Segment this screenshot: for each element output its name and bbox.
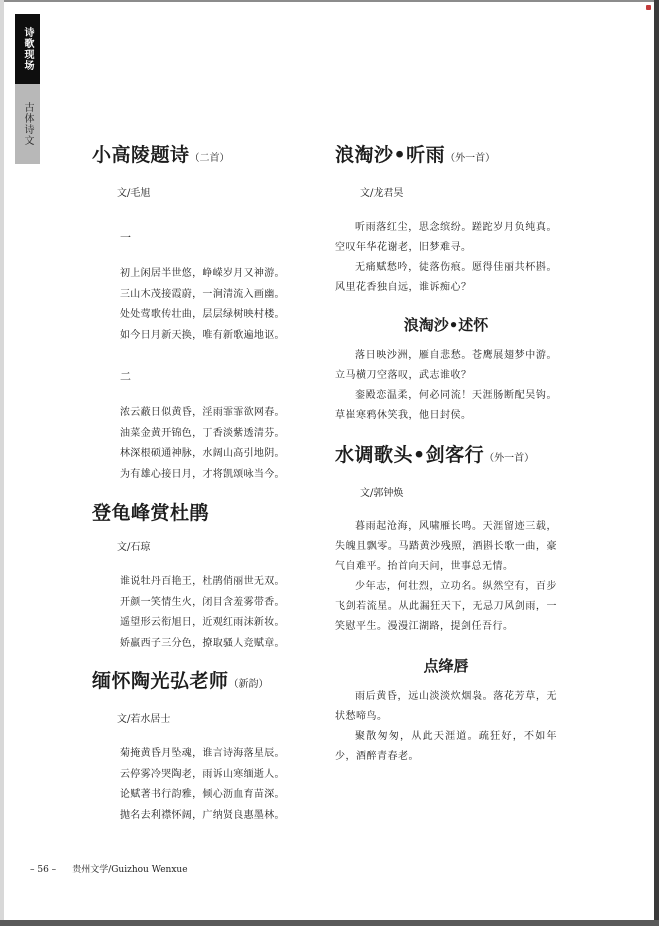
poem-title-note: （二首） <box>189 153 230 164</box>
poem-jianke <box>335 440 557 767</box>
poem-tingyu <box>335 140 557 426</box>
verse-line: 林深根硕通神脉，水阔山高引地阴。 <box>120 448 285 459</box>
poem-title-note: （新韵） <box>228 679 269 690</box>
poem-title-note: （外一首） <box>445 153 496 164</box>
poem-title: 登龟峰赏杜鹃 <box>92 502 210 524</box>
section-tab: 诗歌现场 <box>15 14 40 84</box>
verse-line: 论赋著书行韵雅，倾心沥血育苗深。 <box>120 789 285 800</box>
page-frame-bottom <box>0 920 659 926</box>
poem-byline: 文/石琼 <box>117 542 151 553</box>
verse-line: 谁说牡丹百艳王，杜鹃俏丽世无双。 <box>120 576 285 587</box>
verse-block <box>92 264 314 346</box>
verse-line: 为有雄心接日月，才将凯颂咏当今。 <box>120 468 285 480</box>
verse-block <box>92 403 314 485</box>
poem-title-text: 浪淘沙•听雨 <box>335 144 446 166</box>
verse-line: 初上闲居半世悠，峥嵘岁月又神游。 <box>120 268 285 279</box>
poem-taoguanghong <box>92 666 314 826</box>
corner-marker <box>646 5 651 10</box>
poem-title <box>92 140 314 174</box>
poem-paragraph: 听雨落红尘，思念缤纷。蹉跎岁月负纯真。空叹年华花谢老，旧梦难寻。 <box>335 222 557 253</box>
verse-line: 油菜金黄开锦色，丁香淡紫透清芬。 <box>120 427 285 439</box>
verse-line: 如今日月新天换，唯有新歌遍地讴。 <box>120 329 285 341</box>
poem-subtitle: 浪淘沙•述怀 <box>403 316 489 334</box>
prose-block <box>335 346 557 426</box>
poem-title-text: 小高陵题诗 <box>92 144 190 166</box>
verse-line: 开颜一笑情生火，闭目含羞雾带香。 <box>120 596 285 608</box>
poem-paragraph: 落日映沙洲，雁自悲愁。苍鹰展翅梦中游。立马横刀空落叹，武志谁收？ <box>335 350 557 381</box>
poem-subtitle: 点绛唇 <box>423 657 469 675</box>
poem-byline: 文/郭钟焕 <box>360 488 404 499</box>
poem-paragraph: 銮殿恋温柔，何必同流！天涯肠断配吴钩。草崔寒鸦休笑我，他日封侯。 <box>335 390 557 421</box>
poem-paragraph: 无痛赋愁吟，徒落伤痕。愿得佳丽共杯斟。风里花香独自远，谁诉痴心？ <box>335 262 557 293</box>
page-frame-left <box>0 0 4 926</box>
verse-line: 云停雾冷哭陶老，雨诉山寒缅逝人。 <box>120 768 285 780</box>
verse-line: 娇羸西子三分色，撩取骚人竞赋章。 <box>120 637 285 649</box>
verse-line: 三山木茂接霞蔚，一涧清流入画幽。 <box>120 288 285 300</box>
prose-block <box>335 517 557 637</box>
poem-paragraph: 聚散匆匆，从此天涯道。疏狂好，不如年少，酒醉青春老。 <box>335 731 557 762</box>
poem-paragraph: 暮雨起沧海，风啸雁长鸣。天涯留迹三载，失魄且飘零。马踏黄沙残照，酒斟长歌一曲，豪气自难平。抬首向天问，世事总无情。 <box>335 521 557 572</box>
poem-title <box>92 666 314 700</box>
verse-block <box>92 572 314 654</box>
verse-line: 处处莺歌传壮曲，层层绿树映村楼。 <box>120 309 285 320</box>
poem-part-number: 二 <box>120 370 131 383</box>
poem-paragraph: 少年志，何壮烈，立功名。纵然空有，百步飞剑若流星。从此漏狂天下，无忌刀风剑雨，一笑慰平生。漫漫江湖路，提剑任吾行。 <box>335 581 557 632</box>
page-frame-top <box>0 0 659 2</box>
poem-xiaogaoling <box>92 140 314 485</box>
verse-line: 菊掩黄昏月坠魂，谁言诗海落星辰。 <box>120 748 285 759</box>
right-column <box>335 140 557 767</box>
poem-title <box>335 140 557 174</box>
page-footer <box>30 862 188 875</box>
verse-block <box>92 744 314 826</box>
page-frame-right <box>654 0 659 926</box>
prose-block <box>335 687 557 767</box>
poem-byline: 文/龙君昊 <box>360 188 404 199</box>
poem-byline: 文/若水居士 <box>117 714 171 725</box>
left-column <box>92 140 314 826</box>
verse-line: 浓云蔽日似黄昏，淫雨霏霏欲网春。 <box>120 407 285 418</box>
category-tab: 古体诗文 <box>15 84 40 164</box>
poem-title-text: 水调歌头•剑客行 <box>335 444 485 466</box>
poem-byline: 文/毛旭 <box>117 188 151 199</box>
verse-line: 抛名去利襟怀阔，广纳贤良惠墨林。 <box>120 809 285 821</box>
prose-block <box>335 218 557 298</box>
poem-title-text: 缅怀陶光弘老师 <box>92 670 229 692</box>
poem-paragraph: 雨后黄昏，远山淡淡炊烟袅。落花芳草，无状愁啼鸟。 <box>335 691 557 722</box>
verse-line: 遥望形云衔旭日，近观红雨沫新妆。 <box>120 617 285 628</box>
page-number: – 56 – <box>30 865 57 875</box>
journal-name: 贵州文学/Guizhou Wenxue <box>72 865 188 875</box>
poem-title <box>335 440 557 474</box>
poem-guifeng <box>92 498 314 654</box>
poem-part-number: 一 <box>120 231 131 244</box>
poem-title-note: （外一首） <box>484 453 535 464</box>
